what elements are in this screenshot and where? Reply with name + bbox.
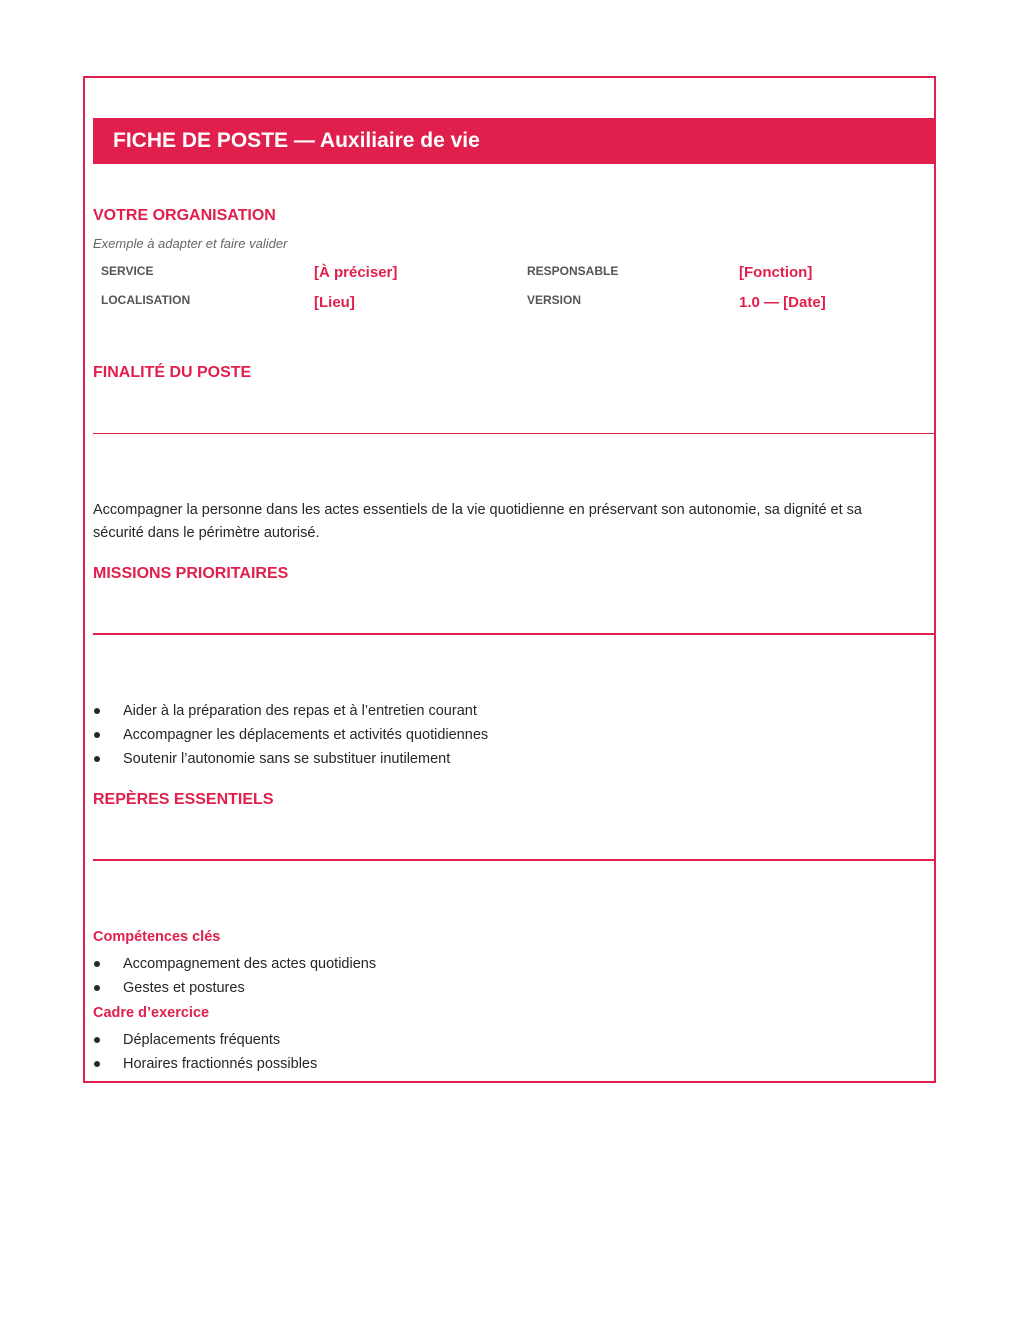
section-divider — [93, 633, 934, 635]
section-divider — [93, 433, 934, 434]
title-prefix: FICHE DE POSTE — — [113, 129, 315, 152]
field-value-responsable: [Fonction] — [739, 264, 813, 281]
finalite-heading: FINALITÉ DU POSTE — [93, 364, 252, 381]
field-value-service: [À préciser] — [314, 264, 398, 281]
field-label-responsable: RESPONSABLE — [527, 264, 619, 278]
reperes-heading: REPÈRES ESSENTIELS — [93, 791, 274, 808]
field-value-version: 1.0 — [Date] — [739, 294, 826, 311]
list-item: Soutenir l’autonomie sans se substituer inutilement — [93, 747, 488, 771]
field-label-service: SERVICE — [101, 264, 154, 278]
organisation-heading: VOTRE ORGANISATION — [93, 207, 276, 224]
missions-heading: MISSIONS PRIORITAIRES — [93, 565, 289, 582]
title-banner — [93, 118, 934, 164]
missions-list — [93, 699, 488, 771]
finalite-text: Accompagner la personne dans les actes essentiels de la vie quotidienne en préservant son autonomie, sa dignité et sa sécurité dans le périmètre autorisé. — [93, 502, 862, 541]
organisation-note: Exemple à adapter et faire valider — [93, 236, 288, 251]
field-value-localisation: [Lieu] — [314, 294, 355, 311]
competences-title: Compétences clés — [93, 929, 221, 945]
cadre-title: Cadre d’exercice — [93, 1005, 210, 1021]
list-item: Déplacements fréquents — [93, 1028, 317, 1052]
field-label-localisation: LOCALISATION — [101, 293, 191, 307]
competences-list — [93, 952, 376, 1000]
list-item: Gestes et postures — [93, 976, 376, 1000]
list-item: Horaires fractionnés possibles — [93, 1052, 317, 1076]
list-item: Accompagner les déplacements et activités quotidiennes — [93, 723, 488, 747]
list-item: Accompagnement des actes quotidiens — [93, 952, 376, 976]
field-label-version: VERSION — [527, 293, 582, 307]
section-divider — [93, 859, 934, 861]
title-rest: Auxiliaire de vie — [314, 129, 480, 152]
cadre-list — [93, 1028, 317, 1076]
list-item: Aider à la préparation des repas et à l’entretien courant — [93, 699, 488, 723]
